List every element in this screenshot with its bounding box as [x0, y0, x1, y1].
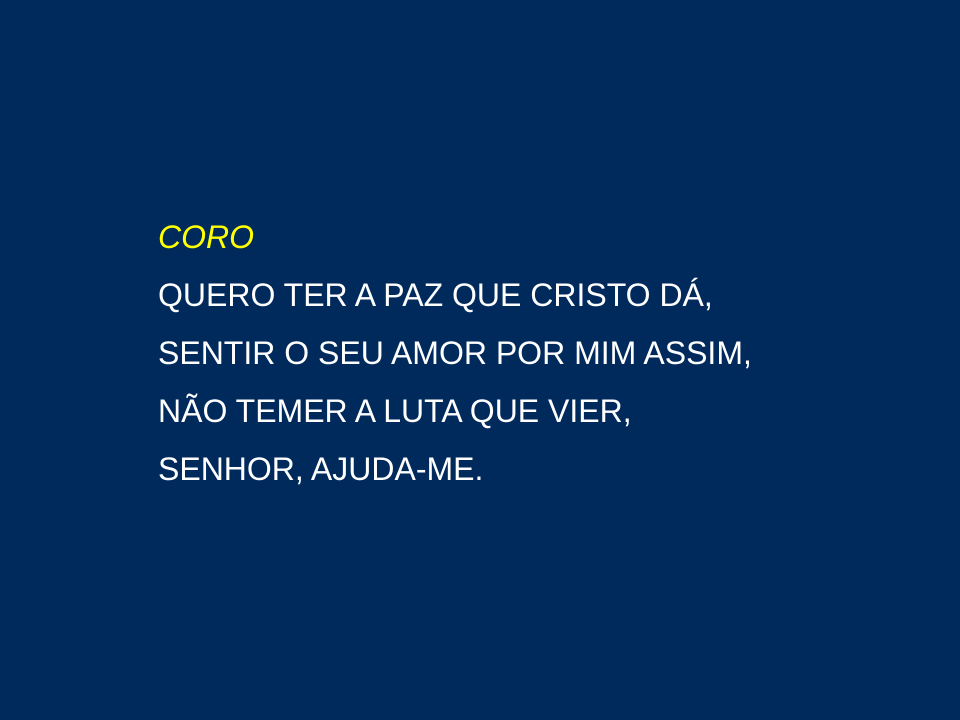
lyric-line-4: SENHOR, AJUDA-ME. [158, 451, 484, 487]
lyric-line-1: QUERO TER A PAZ QUE CRISTO DÁ, [158, 277, 713, 313]
chorus-heading: CORO [158, 219, 254, 255]
lyrics-block [158, 208, 752, 498]
lyric-line-2: SENTIR O SEU AMOR POR MIM ASSIM, [158, 335, 752, 371]
lyric-line-3: NÃO TEMER A LUTA QUE VIER, [158, 393, 632, 429]
